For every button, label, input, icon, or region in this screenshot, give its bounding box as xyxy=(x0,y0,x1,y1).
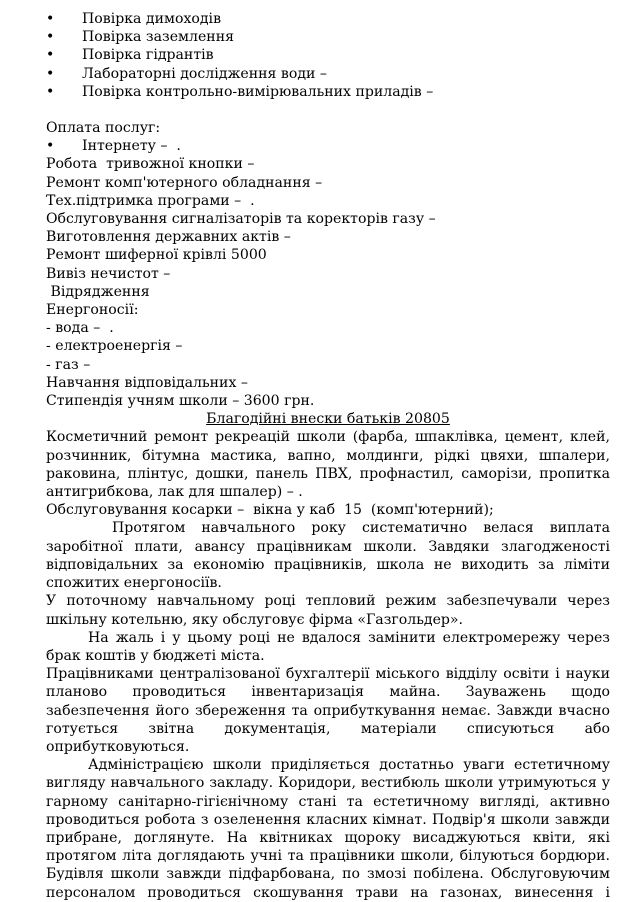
service-line: Ремонт комп'ютерного обладнання – xyxy=(46,174,323,191)
aesthetics-paragraph: Адміністрацією школи приділяється достатньо уваги естетичному вигляду навчального закладу. Коридори, вестибюль школи утримуються у гарному санітарно-гігієнічному стані та естетичному вигляді, активно проводиться робота з озеленення класних кімнат. Подвір'я школи завжди прибране, доглянуте. На квітниках щороку висаджуються квіти, які протягом літа доглядають учні та працівники школи, білуються бордюри. Будівля школи завжди підфарбована, по змозі побілена. Обслуговуючим персоналом проводиться скошування трави на газонах, винесення і xyxy=(46,757,610,901)
bullet-icon: • xyxy=(46,47,55,64)
mowers-paragraph: Обслуговування косарки – вікна у каб 15 (комп'ютерний); xyxy=(46,502,494,519)
donations-heading: Благодійні внески батьків 20805 xyxy=(206,411,450,428)
checks-list xyxy=(46,10,610,101)
list-item: • Повірка контрольно-вимірювальних приладів – xyxy=(46,83,434,100)
list-item: • Інтернету – . xyxy=(46,138,181,155)
service-line: Виготовлення державних актів – xyxy=(46,229,291,246)
heating-paragraph: У поточному навчальному році тепловий режим забезпечували через шкільну котельню, яку обслуговує фірма «Газгольдер». xyxy=(46,593,610,628)
list-item: • Повірка заземлення xyxy=(46,29,234,46)
service-line: Відрядження xyxy=(46,283,150,300)
bullet-icon: • xyxy=(46,65,55,82)
bullet-icon: • xyxy=(46,29,55,46)
bullet-icon: • xyxy=(46,11,55,27)
service-line: - газ – xyxy=(46,356,91,373)
service-line: Обслуговування сигналізаторів та коректорів газу – xyxy=(46,211,436,228)
network-paragraph: На жаль і у цьому році не вдалося замінити електромережу через брак коштів у бюджеті міста. xyxy=(46,629,610,664)
services-list xyxy=(46,155,610,410)
service-line: Тех.підтримка програми – . xyxy=(46,192,255,209)
service-line: Навчання відповідальних – xyxy=(46,374,248,391)
list-item: • Повірка гідрантів xyxy=(46,47,214,64)
salary-paragraph: Протягом навчального року систематично велася виплата заробітної плати, авансу працівникам школи. Завдяки злагодженості відповідальних за економію працівників, школа не виходить за ліміти спожитих енергоносіїв. xyxy=(46,520,610,592)
list-item: • Лабораторні дослідження води – xyxy=(46,65,327,82)
bullet-icon: • xyxy=(46,83,55,100)
service-line: Стипендія учням школи – 3600 грн. xyxy=(46,393,315,410)
bullet-icon: • xyxy=(46,138,55,155)
repair-paragraph: Косметичний ремонт рекреацій школи (фарба, шпаклівка, цемент, клей, розчинник, бітумна мастика, вапно, молдинги, рідкі цвяхи, шпалери, раковина, плінтус, дошки, панель ПВХ, профнастил, саморізи, пропитка антигрибкова, лак для шпалер) – . xyxy=(46,429,610,501)
list-item: • Повірка димоходів xyxy=(46,11,222,27)
service-line: Ремонт шиферної крівлі 5000 xyxy=(46,247,267,264)
service-line: - вода – . xyxy=(46,320,114,337)
inventory-paragraph: Працівниками централізованої бухгалтерії міського відділу освіти і науки планово проводиться інвентаризація майна. Зауважень щодо забезпечення його збереження та оприбуткування немає. Завжди вчасно готується звітна документація, матеріали списуються або оприбутковуються. xyxy=(46,666,610,755)
service-line: Вивіз нечистот – xyxy=(46,265,171,282)
service-line: Робота тривожної кнопки – xyxy=(46,156,255,173)
spacer xyxy=(46,101,610,119)
service-line: Енергоносії: xyxy=(46,302,139,319)
document-page xyxy=(46,10,610,902)
service-line: - електроенергія – xyxy=(46,338,183,355)
payments-title: Оплата послуг: xyxy=(46,120,161,137)
